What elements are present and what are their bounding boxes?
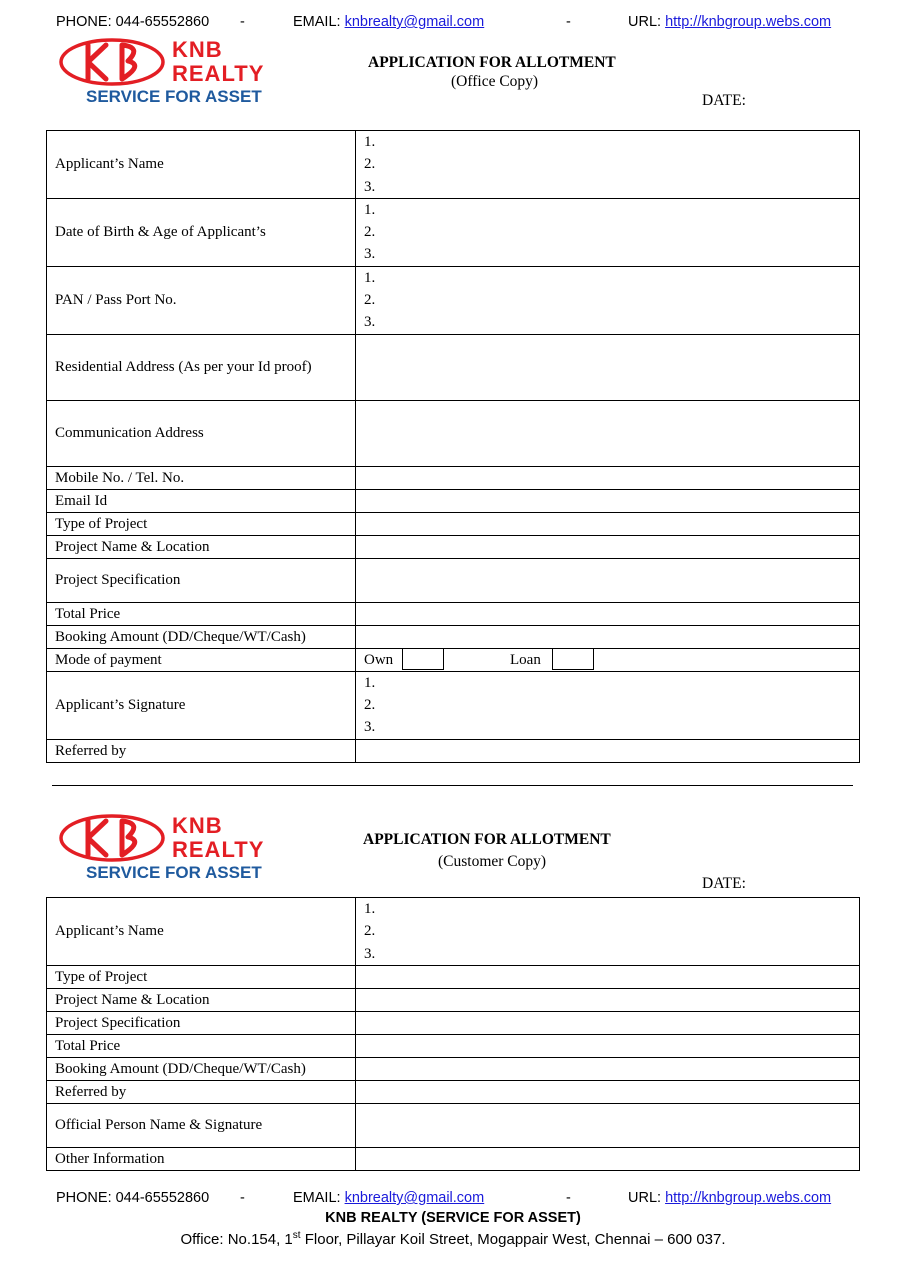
logo-text-realty: REALTY — [172, 837, 265, 862]
customer-project-name-location-field[interactable] — [356, 988, 860, 1011]
line-number: 2. — [364, 224, 376, 241]
other-information-field[interactable] — [356, 1147, 860, 1170]
table-row — [47, 671, 860, 739]
customer-form-subtitle: (Customer Copy) — [438, 853, 547, 870]
line-number: 3. — [364, 246, 376, 263]
signature-label: Applicant’s Signature — [47, 671, 356, 739]
phone-number: PHONE: 044-65552860 — [56, 14, 210, 30]
url-link[interactable]: http://knbgroup.webs.com — [665, 1190, 832, 1206]
footer-company-name: KNB REALTY (SERVICE FOR ASSET) — [325, 1210, 581, 1226]
table-row — [47, 1057, 860, 1080]
office-date-label: DATE: — [702, 92, 746, 109]
line-number: 2. — [364, 156, 376, 173]
customer-applicant-name-label: Applicant’s Name — [47, 898, 356, 966]
url-link[interactable]: http://knbgroup.webs.com — [665, 14, 832, 30]
table-row — [47, 648, 860, 671]
customer-copy-table — [46, 897, 860, 1171]
table-row — [47, 898, 860, 966]
table-row — [47, 512, 860, 535]
separator: - — [566, 1190, 571, 1206]
table-row — [47, 266, 860, 334]
own-label: Own — [364, 651, 394, 668]
email-link[interactable]: knbrealty@gmail.com — [344, 1190, 485, 1206]
knb-emblem-icon — [58, 813, 170, 865]
logo-text-knb: KNB — [172, 813, 223, 838]
company-logo — [58, 37, 288, 111]
address-part: Office: No.154, 1 — [180, 1231, 293, 1248]
line-number: 2. — [364, 923, 376, 940]
official-signature-label: Official Person Name & Signature — [47, 1103, 356, 1147]
email-label: EMAIL: — [293, 14, 345, 30]
table-row — [47, 400, 860, 466]
table-row — [47, 1147, 860, 1170]
own-checkbox[interactable] — [402, 648, 444, 670]
office-form-subtitle: (Office Copy) — [451, 73, 539, 90]
project-name-location-label: Project Name & Location — [47, 535, 356, 558]
booking-amount-label: Booking Amount (DD/Cheque/WT/Cash) — [47, 625, 356, 648]
loan-label: Loan — [510, 651, 541, 668]
line-number: 3. — [364, 314, 376, 331]
table-row — [47, 988, 860, 1011]
table-row — [47, 625, 860, 648]
email-id-label: Email Id — [47, 489, 356, 512]
line-number: 1. — [364, 201, 376, 218]
line-number: 1. — [364, 674, 376, 691]
address-superscript: st — [292, 1230, 301, 1241]
knb-emblem-icon — [58, 37, 170, 89]
project-specification-label: Project Specification — [47, 558, 356, 602]
table-row — [47, 1103, 860, 1147]
table-row — [47, 1011, 860, 1034]
phone-number: PHONE: 044-65552860 — [56, 1190, 210, 1206]
residential-address-label: Residential Address (As per your Id proof) — [47, 334, 356, 400]
line-number: 3. — [364, 178, 376, 195]
separator: - — [240, 14, 245, 30]
line-number: 2. — [364, 292, 376, 309]
customer-referred-by-field[interactable] — [356, 1080, 860, 1103]
customer-applicant-name-field[interactable] — [356, 898, 860, 966]
referred-by-field[interactable] — [356, 739, 860, 762]
line-number: 2. — [364, 696, 376, 713]
customer-project-type-label: Type of Project — [47, 965, 356, 988]
email-label: EMAIL: — [293, 1190, 345, 1206]
company-logo — [58, 813, 288, 887]
logo-text-realty: REALTY — [172, 61, 265, 86]
customer-referred-by-label: Referred by — [47, 1080, 356, 1103]
customer-total-price-field[interactable] — [356, 1034, 860, 1057]
tear-off-divider — [52, 785, 853, 786]
customer-project-type-field[interactable] — [356, 965, 860, 988]
line-number: 1. — [364, 134, 376, 150]
communication-address-label: Communication Address — [47, 400, 356, 466]
mobile-field[interactable] — [356, 466, 860, 489]
logo-tagline: SERVICE FOR ASSET — [86, 863, 262, 882]
line-number: 1. — [364, 269, 376, 286]
customer-form-title: APPLICATION FOR ALLOTMENT — [363, 831, 611, 848]
loan-checkbox[interactable] — [552, 648, 594, 670]
pan-passport-label: PAN / Pass Port No. — [47, 266, 356, 334]
residential-address-field[interactable] — [356, 334, 860, 400]
total-price-field[interactable] — [356, 602, 860, 625]
dob-age-label: Date of Birth & Age of Applicant’s — [47, 198, 356, 266]
payment-mode-field — [356, 648, 860, 671]
other-information-label: Other Information — [47, 1147, 356, 1170]
table-row — [47, 965, 860, 988]
email-link[interactable]: knbrealty@gmail.com — [344, 14, 485, 30]
customer-booking-amount-label: Booking Amount (DD/Cheque/WT/Cash) — [47, 1057, 356, 1080]
customer-total-price-label: Total Price — [47, 1034, 356, 1057]
table-row — [47, 131, 860, 199]
line-number: 1. — [364, 901, 376, 917]
customer-project-specification-field[interactable] — [356, 1011, 860, 1034]
url-contact — [628, 1190, 831, 1206]
dob-age-field[interactable] — [356, 198, 860, 266]
total-price-label: Total Price — [47, 602, 356, 625]
logo-text-knb: KNB — [172, 37, 223, 62]
address-part: Floor, Pillayar Koil Street, Mogappair West, Chennai – 600 037. — [300, 1231, 726, 1248]
project-name-location-field[interactable] — [356, 535, 860, 558]
table-row — [47, 739, 860, 762]
customer-project-name-location-label: Project Name & Location — [47, 988, 356, 1011]
line-number: 3. — [364, 945, 376, 962]
separator: - — [240, 1190, 245, 1206]
url-label: URL: — [628, 14, 666, 30]
table-row — [47, 466, 860, 489]
project-type-label: Type of Project — [47, 512, 356, 535]
referred-by-label: Referred by — [47, 739, 356, 762]
pan-passport-field[interactable] — [356, 266, 860, 334]
email-contact — [293, 14, 484, 30]
office-copy-table — [46, 130, 860, 763]
table-row — [47, 1080, 860, 1103]
table-row — [47, 198, 860, 266]
url-label: URL: — [628, 1190, 666, 1206]
applicant-name-label: Applicant’s Name — [47, 131, 356, 199]
separator: - — [566, 14, 571, 30]
customer-project-specification-label: Project Specification — [47, 1011, 356, 1034]
line-number: 3. — [364, 719, 376, 736]
logo-tagline: SERVICE FOR ASSET — [86, 87, 262, 106]
email-id-field[interactable] — [356, 489, 860, 512]
official-signature-field[interactable] — [356, 1103, 860, 1147]
mobile-label: Mobile No. / Tel. No. — [47, 466, 356, 489]
payment-mode-label: Mode of payment — [47, 648, 356, 671]
header-contact-bar — [56, 14, 856, 34]
table-row — [47, 1034, 860, 1057]
table-row — [47, 489, 860, 512]
footer-contact-bar — [56, 1190, 856, 1210]
table-row — [47, 535, 860, 558]
footer-address — [0, 1230, 906, 1248]
applicant-name-field[interactable] — [356, 131, 860, 199]
table-row — [47, 558, 860, 602]
office-form-title: APPLICATION FOR ALLOTMENT — [368, 54, 616, 71]
signature-field[interactable] — [356, 671, 860, 739]
communication-address-field[interactable] — [356, 400, 860, 466]
table-row — [47, 334, 860, 400]
customer-date-label: DATE: — [702, 875, 746, 892]
table-row — [47, 602, 860, 625]
url-contact — [628, 14, 831, 30]
project-type-field[interactable] — [356, 512, 860, 535]
project-specification-field[interactable] — [356, 558, 860, 602]
email-contact — [293, 1190, 484, 1206]
booking-amount-field[interactable] — [356, 625, 860, 648]
customer-booking-amount-field[interactable] — [356, 1057, 860, 1080]
